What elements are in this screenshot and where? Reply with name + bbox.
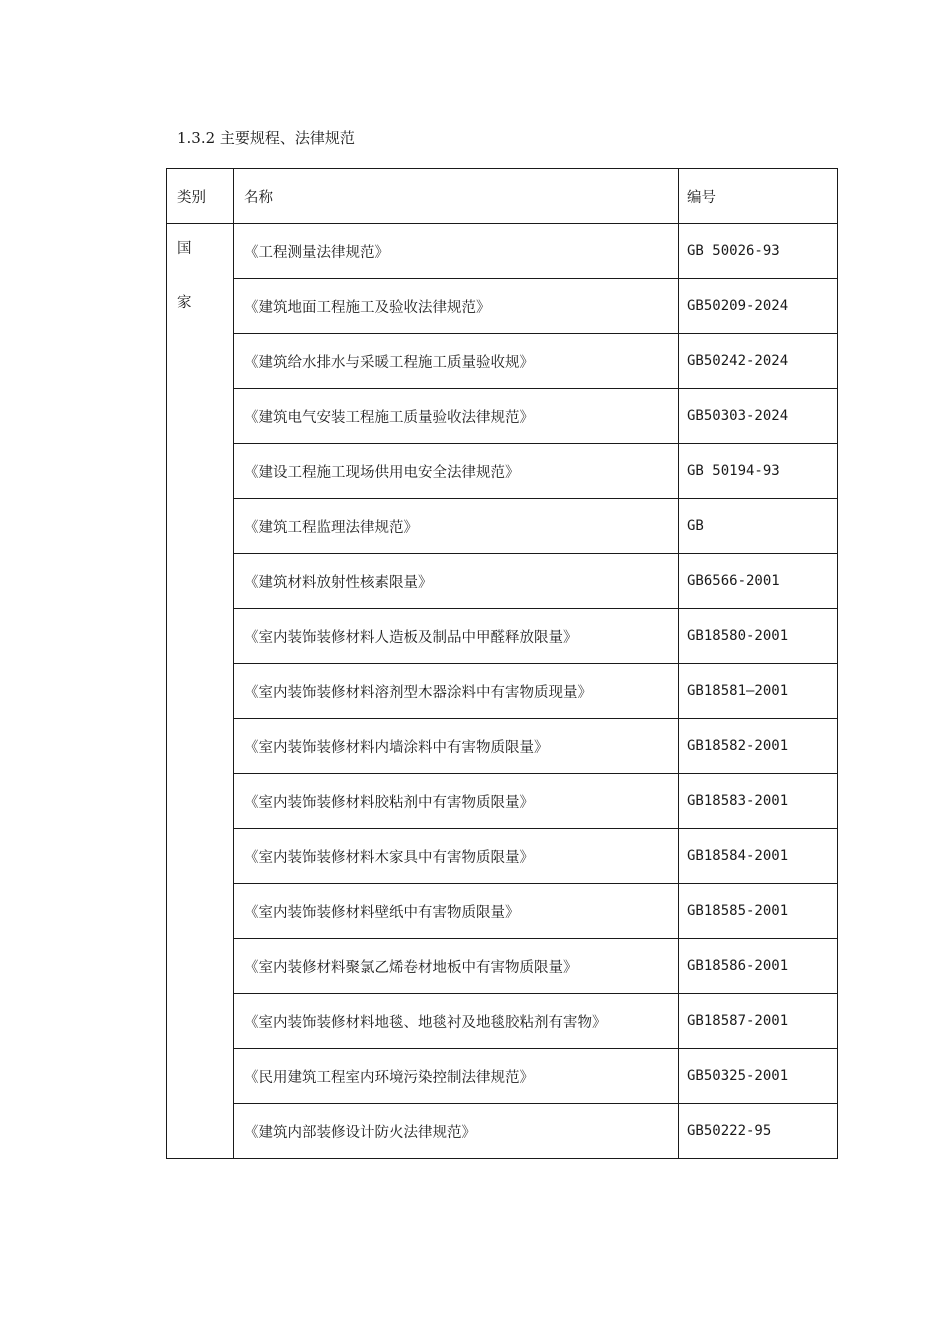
standard-code: GB18587-2001 [679, 994, 838, 1049]
standard-code: GB18586-2001 [679, 939, 838, 994]
standard-code: GB50303-2024 [679, 389, 838, 444]
table-row [167, 664, 838, 719]
category-cell [167, 224, 234, 1159]
standard-name: 《室内装饰装修材料溶剂型木器涂料中有害物质现量》 [234, 664, 679, 719]
table-row [167, 719, 838, 774]
table-row [167, 939, 838, 994]
standard-name: 《民用建筑工程室内环境污染控制法律规范》 [234, 1049, 679, 1104]
standard-code: GB18585-2001 [679, 884, 838, 939]
table-row [167, 829, 838, 884]
section-heading: 1.3.2 主要规程、法律规范 [177, 129, 355, 147]
table-row [167, 884, 838, 939]
standard-name: 《室内装饰装修材料木家具中有害物质限量》 [234, 829, 679, 884]
standard-name: 《建筑电气安装工程施工质量验收法律规范》 [234, 389, 679, 444]
standard-code: GB18583-2001 [679, 774, 838, 829]
standard-code: GB [679, 499, 838, 554]
standard-name: 《建筑工程监理法律规范》 [234, 499, 679, 554]
standard-name: 《室内装饰装修材料壁纸中有害物质限量》 [234, 884, 679, 939]
category-char: 家 [177, 295, 192, 311]
standard-name: 《建设工程施工现场供用电安全法律规范》 [234, 444, 679, 499]
table-row [167, 609, 838, 664]
table-row [167, 334, 838, 389]
category-char: 国 [177, 241, 192, 257]
table-row [167, 389, 838, 444]
header-code: 编号 [679, 169, 838, 224]
table-row [167, 224, 838, 279]
standard-name: 《建筑地面工程施工及验收法律规范》 [234, 279, 679, 334]
standard-code: GB18584-2001 [679, 829, 838, 884]
header-name: 名称 [234, 169, 679, 224]
standard-name: 《建筑给水排水与采暖工程施工质量验收规》 [234, 334, 679, 389]
standard-code: GB18581—2001 [679, 664, 838, 719]
standard-name: 《室内装饰装修材料人造板及制品中甲醛释放限量》 [234, 609, 679, 664]
table-row [167, 279, 838, 334]
standard-code: GB 50194-93 [679, 444, 838, 499]
standard-code: GB50325-2001 [679, 1049, 838, 1104]
table-row [167, 774, 838, 829]
standard-name: 《工程测量法律规范》 [234, 224, 679, 279]
standard-code: GB50209-2024 [679, 279, 838, 334]
standard-code: GB 50026-93 [679, 224, 838, 279]
standard-name: 《建筑内部装修设计防火法律规范》 [234, 1104, 679, 1159]
standard-name: 《建筑材料放射性核素限量》 [234, 554, 679, 609]
standard-name: 《室内装饰装修材料地毯、地毯衬及地毯胶粘剂有害物》 [234, 994, 679, 1049]
standard-name: 《室内装饰装修材料内墙涂料中有害物质限量》 [234, 719, 679, 774]
table-row [167, 1104, 838, 1159]
standard-code: GB50242-2024 [679, 334, 838, 389]
table-header-row [167, 169, 838, 224]
table-row [167, 1049, 838, 1104]
table-row [167, 554, 838, 609]
table-row [167, 444, 838, 499]
standard-name: 《室内装修材料聚氯乙烯卷材地板中有害物质限量》 [234, 939, 679, 994]
table-row [167, 994, 838, 1049]
standard-code: GB50222-95 [679, 1104, 838, 1159]
standard-code: GB18582-2001 [679, 719, 838, 774]
header-category: 类别 [167, 169, 234, 224]
standard-code: GB6566-2001 [679, 554, 838, 609]
standards-table [166, 168, 838, 1159]
standard-name: 《室内装饰装修材料胶粘剂中有害物质限量》 [234, 774, 679, 829]
table-row [167, 499, 838, 554]
standard-code: GB18580-2001 [679, 609, 838, 664]
